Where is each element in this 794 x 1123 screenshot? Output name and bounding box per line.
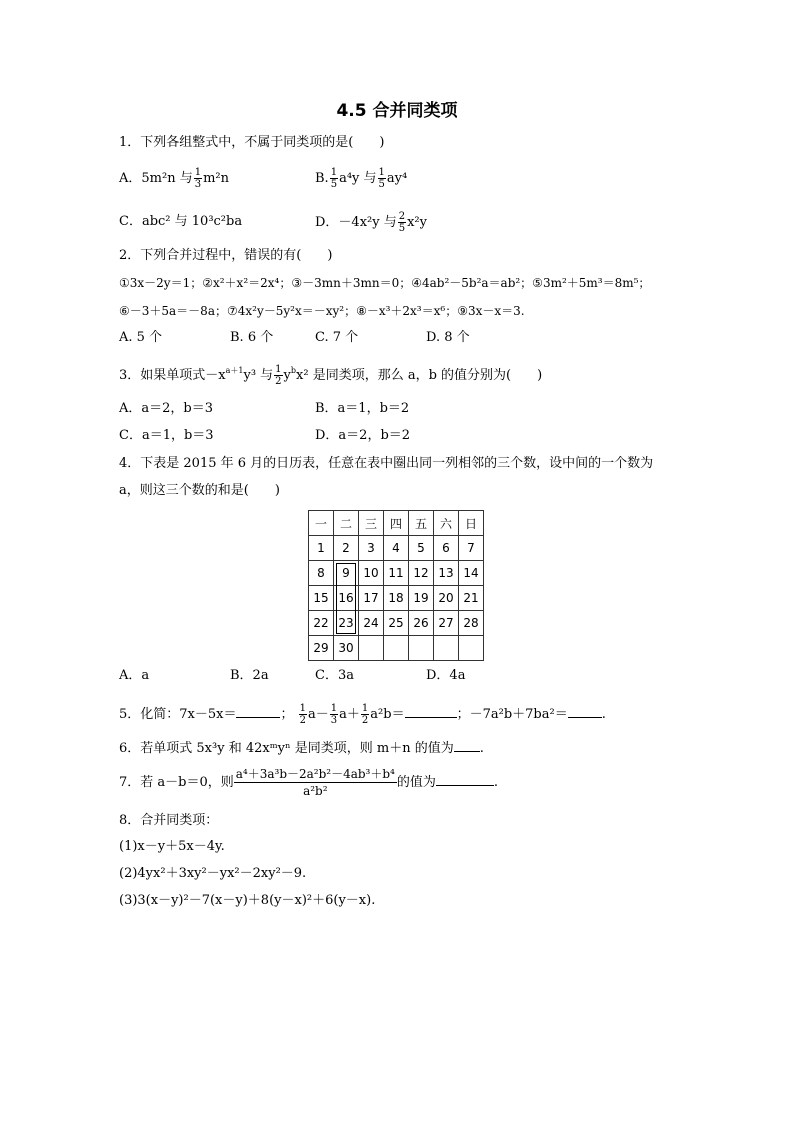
calendar-header-row: [309, 511, 484, 536]
calendar-cell: 7: [459, 536, 484, 561]
calendar-cell: 13: [434, 561, 459, 586]
q8-part-3: (3)3(x－y)²－7(x－y)＋8(y－x)²＋6(y－x).: [119, 893, 376, 908]
q3-option-a: A．a＝2，b＝3: [119, 401, 214, 416]
q4-option-b: B．2a: [230, 668, 269, 683]
calendar-row: [309, 536, 484, 561]
q6-text: 6．若单项式 5x³y 和 42xᵐyⁿ 是同类项，则 m＋n 的值为 .: [119, 741, 484, 756]
calendar-cell: 5: [409, 536, 434, 561]
q4-option-c: C．3a: [315, 668, 354, 683]
page-title: 4.5 合并同类项: [336, 101, 458, 121]
calendar-cell: 11: [384, 561, 409, 586]
calendar-row: [309, 561, 484, 586]
q5-text: 5．化简：7x－5x＝ ； $\frac{1}{2}$ a－ $\frac{1}{3}$ a＋ $\frac{1}{2}$ a²b＝ ；－7a²b＋7ba²＝ .: [119, 703, 606, 726]
calendar-cell: 6: [434, 536, 459, 561]
calendar-cell: 14: [459, 561, 484, 586]
calendar-header-cell: 六: [434, 511, 459, 536]
answer-blank[interactable]: [436, 773, 494, 786]
calendar-cell: 3: [359, 536, 384, 561]
q8-part-2: (2)4yx²＋3xy²－yx²－2xy²－9.: [119, 866, 307, 881]
calendar-cell: 2: [334, 536, 359, 561]
calendar-cell: 16: [334, 586, 359, 611]
q2-items-row2: ⑥－3＋5a＝－8a；⑦4x²y－5y²x＝－xy²；⑧－x³＋2x³＝x⁶；⑨3x－x＝3.: [119, 304, 525, 318]
q1-option-b: B. $\frac{1}{5}$ a⁴y 与 $\frac{1}{5}$ ay⁴: [315, 167, 408, 190]
calendar-cell: [409, 636, 434, 661]
calendar-cell: 28: [459, 611, 484, 636]
calendar-cell: 9: [334, 561, 359, 586]
calendar-row: [309, 586, 484, 611]
calendar-row: [309, 636, 484, 661]
calendar-cell: 15: [309, 586, 334, 611]
calendar-cell: 4: [384, 536, 409, 561]
q7-text: 7．若 a－b＝0，则 $\frac{\text{a⁴＋3a³b－2a²b²－4ab³＋b⁴}}{\text{a²b²}}$ 的值为 .: [119, 767, 499, 798]
q2-option-b: B. 6 个: [230, 330, 274, 345]
q3-option-d: D．a＝2，b＝2: [315, 428, 411, 443]
calendar-cell: 17: [359, 586, 384, 611]
q4-option-a: A．a: [119, 668, 150, 683]
calendar-cell: 21: [459, 586, 484, 611]
calendar-cell: [359, 636, 384, 661]
calendar-cell: 23: [334, 611, 359, 636]
calendar-cell: 8: [309, 561, 334, 586]
q2-option-d: D. 8 个: [426, 330, 470, 345]
calendar-cell: 26: [409, 611, 434, 636]
calendar-cell: [434, 636, 459, 661]
answer-blank[interactable]: [454, 739, 480, 752]
calendar-highlight-box: [336, 563, 356, 634]
calendar-cell: 1: [309, 536, 334, 561]
calendar-cell: [459, 636, 484, 661]
calendar-header-cell: 一: [309, 511, 334, 536]
q3-option-b: B．a＝1，b＝2: [315, 401, 410, 416]
q8-stem: 8．合并同类项：: [119, 813, 219, 828]
calendar-cell: 19: [409, 586, 434, 611]
calendar-cell: 27: [434, 611, 459, 636]
q3-option-c: C．a＝1，b＝3: [119, 428, 214, 443]
q1-option-a: A．5m²n 与 $\frac{1}{3}$ m²n: [119, 167, 229, 190]
q1-stem: 1．下列各组整式中，不属于同类项的是( ): [119, 135, 385, 150]
calendar-header-cell: 三: [359, 511, 384, 536]
calendar-header-cell: 四: [384, 511, 409, 536]
calendar-table: [308, 510, 484, 661]
q1-option-d: D．－4x²y 与 $\frac{2}{5}$ x²y: [315, 211, 427, 234]
calendar-header-cell: 五: [409, 511, 434, 536]
calendar-cell: 12: [409, 561, 434, 586]
q2-items-row1: ①3x－2y＝1；②x²＋x²＝2x⁴；③－3mn＋3mn＝0；④4ab²－5b²a＝ab²；⑤3m²＋5m³＝8m⁵；: [119, 276, 651, 290]
calendar-cell: 22: [309, 611, 334, 636]
calendar-cell: 29: [309, 636, 334, 661]
answer-blank[interactable]: [405, 705, 457, 718]
calendar-cell: 24: [359, 611, 384, 636]
calendar-cell: [384, 636, 409, 661]
calendar-cell: 20: [434, 586, 459, 611]
answer-blank[interactable]: [236, 705, 280, 718]
calendar-cell: 10: [359, 561, 384, 586]
calendar-row: [309, 611, 484, 636]
q2-stem: 2．下列合并过程中，错误的有( ): [119, 248, 333, 263]
calendar-header-cell: 二: [334, 511, 359, 536]
q2-option-a: A. 5 个: [119, 330, 163, 345]
answer-blank[interactable]: [568, 705, 602, 718]
q2-option-c: C. 7 个: [315, 330, 359, 345]
q1-option-c: C．abc² 与 10³c²ba: [119, 214, 243, 229]
calendar-header-cell: 日: [459, 511, 484, 536]
q4-option-d: D．4a: [426, 668, 466, 683]
q8-part-1: (1)x－y＋5x－4y.: [119, 839, 225, 854]
calendar-cell: 25: [384, 611, 409, 636]
calendar-cell: 18: [384, 586, 409, 611]
calendar-cell: 30: [334, 636, 359, 661]
q4-stem-line1: 4．下表是 2015 年 6 月的日历表，任意在表中圈出同一列相邻的三个数，设中间的一个数为: [119, 456, 654, 471]
q4-stem-line2: a，则这三个数的和是( ): [119, 483, 280, 498]
q3-stem: 3．如果单项式$-x^{a+1}y^3$ 与 $\frac{1}{2}$ $y^bx^2$ 是同类项，那么 a，b 的值分别为( ): [119, 364, 543, 387]
